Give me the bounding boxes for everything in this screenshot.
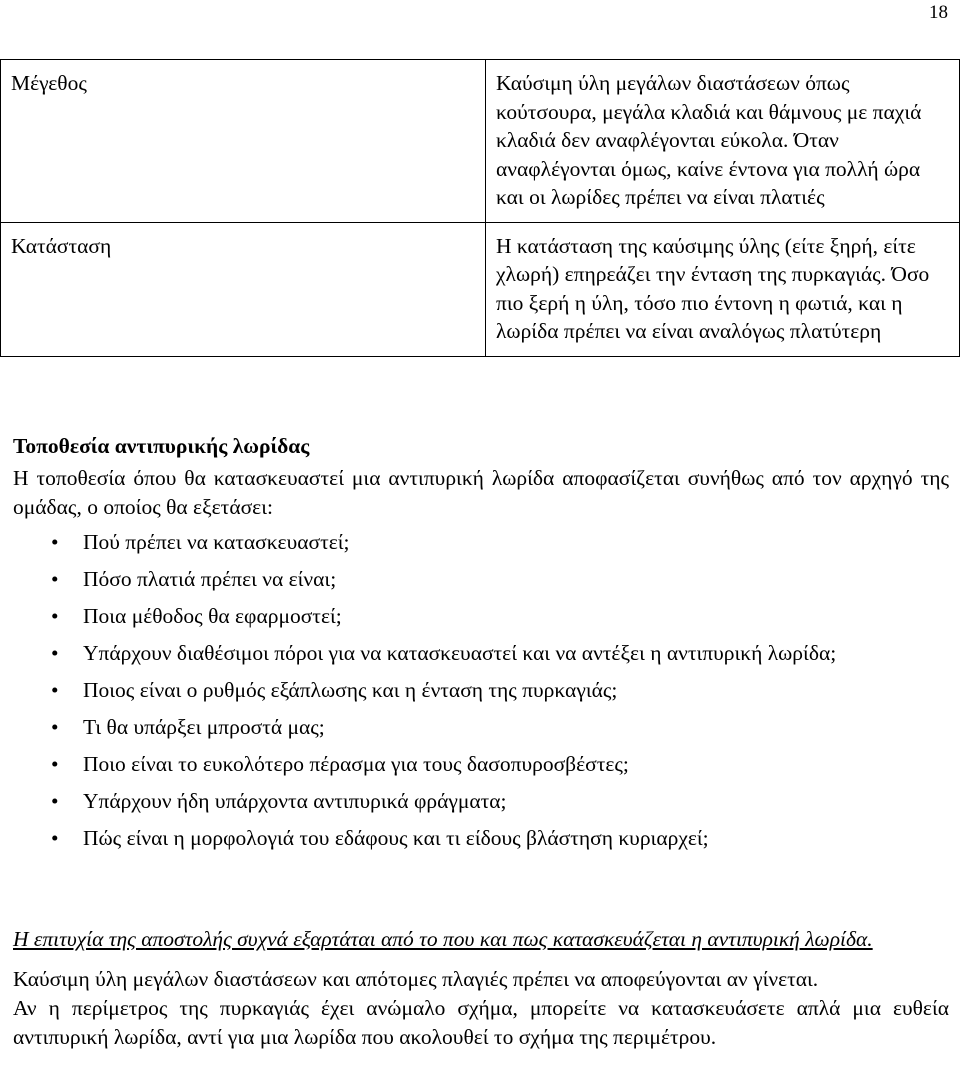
list-item bbox=[13, 750, 949, 779]
list-item-text: Ποια μέθοδος θα εφαρμοστεί; bbox=[83, 604, 342, 628]
bullet-icon: • bbox=[51, 567, 59, 591]
section-heading: Τοποθεσία αντιπυρικής λωρίδας bbox=[13, 434, 310, 458]
list-item-text: Υπάρχουν διαθέσιμοι πόροι για να κατασκευαστεί και να αντέξει η αντιπυρική λωρίδα; bbox=[83, 641, 837, 665]
list-item-text: Ποιος είναι ο ρυθμός εξάπλωσης και η ένταση της πυρκαγιάς; bbox=[83, 678, 618, 702]
bullet-icon: • bbox=[51, 826, 59, 850]
fuel-characteristics-table bbox=[0, 59, 960, 357]
list-item bbox=[13, 602, 949, 631]
row-text-condition: Η κατάσταση της καύσιμης ύλης (είτε ξηρή, είτε χλωρή) επηρεάζει την ένταση της πυρκαγιάς. Όσο πιο ξερή η ύλη, τόσο πιο έντονη η φωτιά, και η λωρίδα πρέπει να είναι αναλόγως πλατύτερη bbox=[486, 222, 960, 356]
footer-notes bbox=[13, 925, 949, 1052]
list-item bbox=[13, 787, 949, 816]
list-item bbox=[13, 824, 949, 853]
list-item-text: Πώς είναι η μορφολογιά του εδάφους και τι είδους βλάστηση κυριαρχεί; bbox=[83, 826, 709, 850]
questions-list bbox=[13, 528, 949, 853]
paragraph-irregular-perimeter: Αν η περίμετρος της πυρκαγιάς έχει ανώμαλο σχήμα, μπορείτε να κατασκευάσετε απλά μια ευθεία αντιπυρική λωρίδα, αντί για μια λωρίδα που ακολουθεί το σχήμα της περιμέτρου. bbox=[13, 996, 949, 1049]
section-intro: Η τοποθεσία όπου θα κατασκευαστεί μια αντιπυρική λωρίδα αποφασίζεται συνήθως από τον αρχηγό της ομάδας, ο οποίος θα εξετάσει: bbox=[13, 466, 949, 519]
list-item-text: Τι θα υπάρξει μπροστά μας; bbox=[83, 715, 325, 739]
list-item bbox=[13, 528, 949, 557]
bullet-icon: • bbox=[51, 789, 59, 813]
bullet-icon: • bbox=[51, 641, 59, 665]
bullet-icon: • bbox=[51, 715, 59, 739]
row-label-condition: Κατάσταση bbox=[1, 222, 486, 356]
list-item-text: Πόσο πλατιά πρέπει να είναι; bbox=[83, 567, 337, 591]
list-item-text: Υπάρχουν ήδη υπάρχοντα αντιπυρικά φράγματα; bbox=[83, 789, 507, 813]
table-row bbox=[1, 222, 960, 356]
list-item bbox=[13, 565, 949, 594]
table-row bbox=[1, 60, 960, 223]
firebreak-location-section bbox=[13, 432, 949, 861]
page-number: 18 bbox=[929, 2, 948, 23]
list-item bbox=[13, 639, 949, 668]
paragraph-avoid-large-fuel: Καύσιμη ύλη μεγάλων διαστάσεων και απότομες πλαγιές πρέπει να αποφεύγονται αν γίνεται. bbox=[13, 967, 819, 991]
bullet-icon: • bbox=[51, 678, 59, 702]
bullet-icon: • bbox=[51, 530, 59, 554]
list-item-text: Πού πρέπει να κατασκευαστεί; bbox=[83, 530, 350, 554]
bullet-icon: • bbox=[51, 752, 59, 776]
list-item-text: Ποιο είναι το ευκολότερο πέρασμα για τους δασοπυροσβέστες; bbox=[83, 752, 629, 776]
list-item bbox=[13, 676, 949, 705]
list-item bbox=[13, 713, 949, 742]
row-text-size: Καύσιμη ύλη μεγάλων διαστάσεων όπως κούτσουρα, μεγάλα κλαδιά και θάμνους με παχιά κλαδιά δεν αναφλέγονται εύκολα. Όταν αναφλέγονται όμως, καίνε έντονα για πολλή ώρα και οι λωρίδες πρέπει να είναι πλατιές bbox=[486, 60, 960, 223]
bullet-icon: • bbox=[51, 604, 59, 628]
success-note: Η επιτυχία της αποστολής συχνά εξαρτάται από το που και πως κατασκευάζεται η αντιπυρική λωρίδα. bbox=[13, 927, 873, 951]
row-label-size: Μέγεθος bbox=[1, 60, 486, 223]
